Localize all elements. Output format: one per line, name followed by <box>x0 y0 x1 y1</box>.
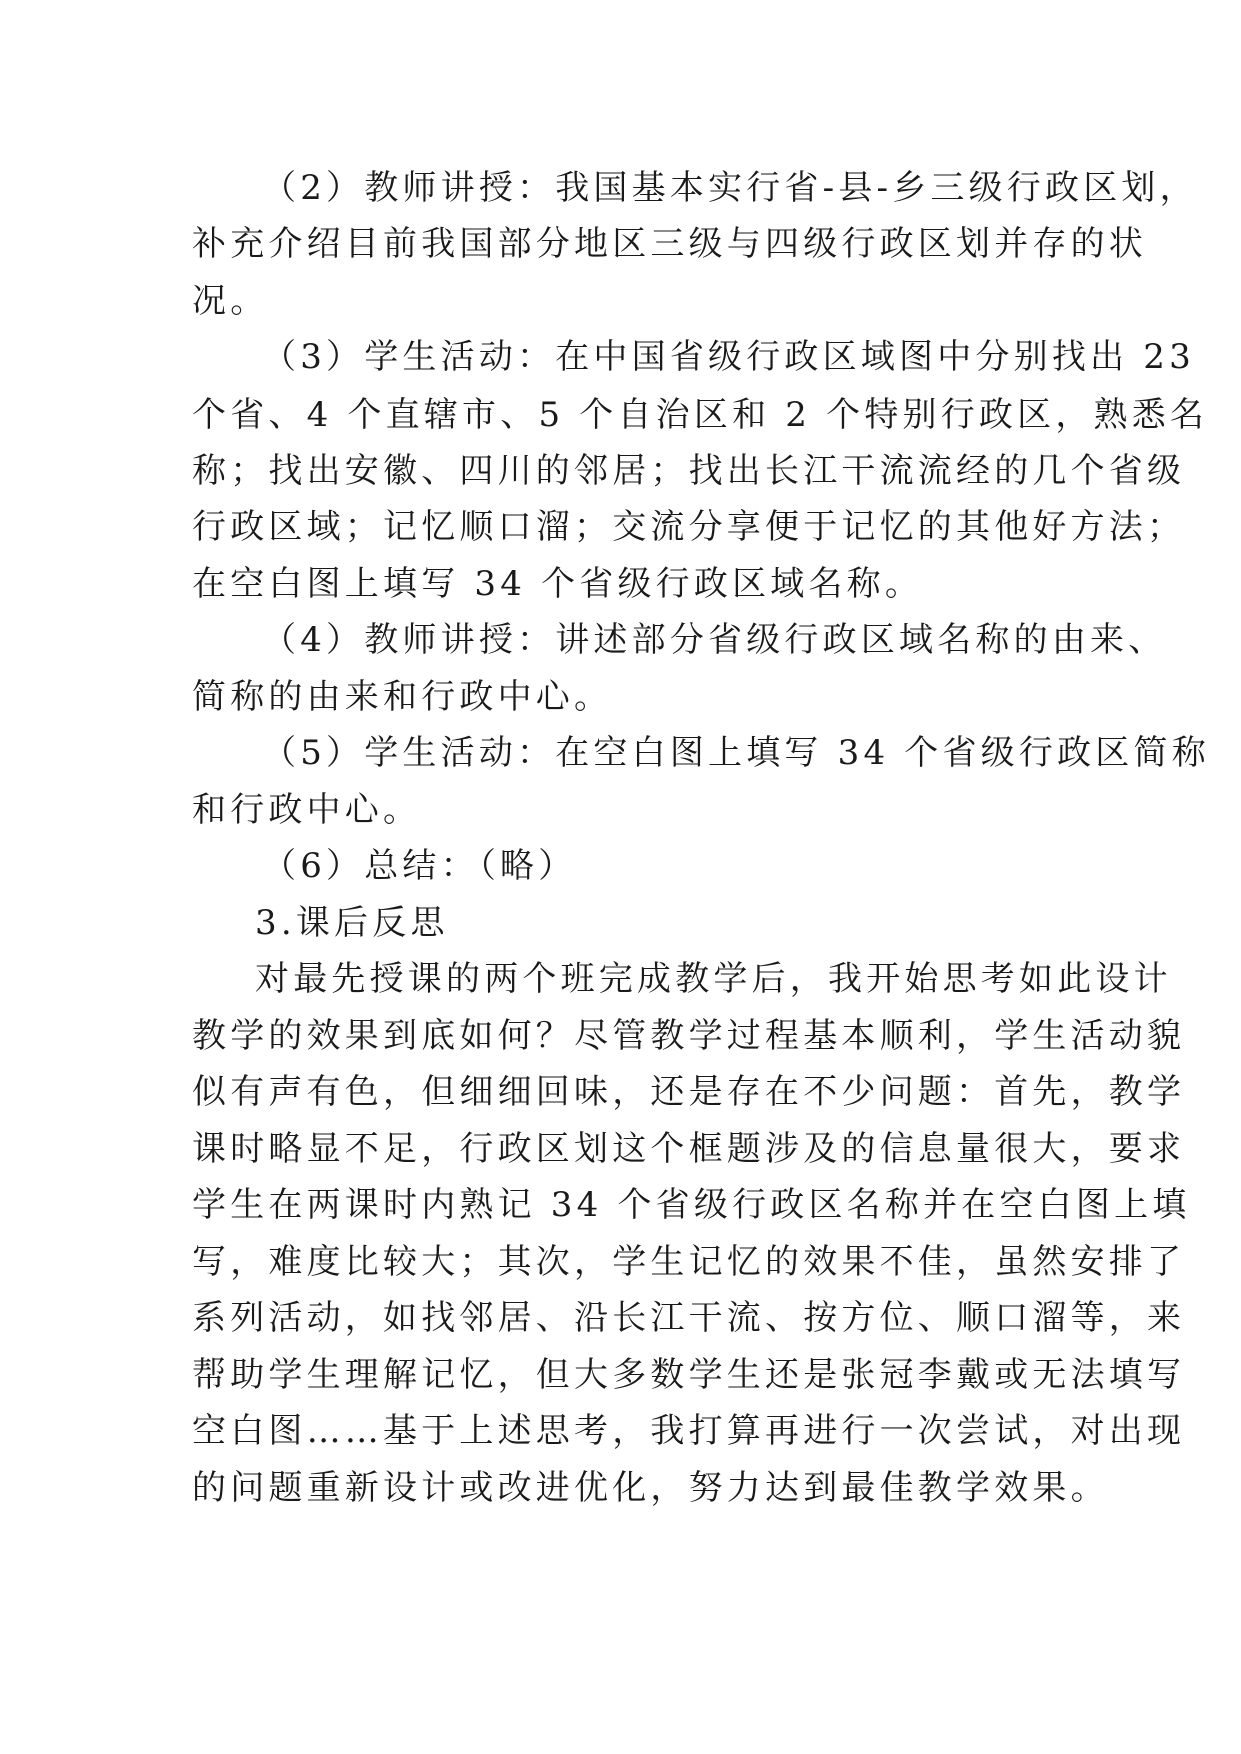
paragraph-5-line-2: 和行政中心。 <box>192 790 422 830</box>
reflection-line-8: 帮助学生理解记忆，但大多数学生还是张冠李戴或无法填写 <box>192 1355 1186 1395</box>
reflection-line-9: 空白图……基于上述思考，我打算再进行一次尝试，对出现 <box>192 1411 1186 1451</box>
reflection-line-5: 学生在两课时内熟记 34 个省级行政区名称并在空白图上填 <box>192 1185 1191 1225</box>
paragraph-3-line-5: 在空白图上填写 34 个省级行政区域名称。 <box>192 564 924 604</box>
paragraph-2-line-2: 补充介绍目前我国部分地区三级与四级行政区划并存的状 <box>192 224 1147 264</box>
paragraph-3-line-1: （3）学生活动：在中国省级行政区域图中分别找出 23 <box>262 337 1195 377</box>
paragraph-5-line-1: （5）学生活动：在空白图上填写 34 个省级行政区简称 <box>262 733 1210 773</box>
reflection-line-2: 教学的效果到底如何？尽管教学过程基本顺利，学生活动貌 <box>192 1016 1186 1056</box>
paragraph-6-line-1: （6）总结：（略） <box>262 846 577 886</box>
paragraph-3-line-2: 个省、4 个直辖市、5 个自治区和 2 个特别行政区，熟悉名 <box>192 395 1209 435</box>
paragraph-4-line-1: （4）教师讲授：讲述部分省级行政区域名称的由来、 <box>262 620 1167 660</box>
reflection-line-10: 的问题重新设计或改进优化，努力达到最佳教学效果。 <box>192 1468 1109 1508</box>
paragraph-4-line-2: 简称的由来和行政中心。 <box>192 677 613 717</box>
reflection-line-4: 课时略显不足，行政区划这个框题涉及的信息量很大，要求 <box>192 1129 1186 1169</box>
reflection-line-7: 系列活动，如找邻居、沿长江干流、按方位、顺口溜等，来 <box>192 1298 1186 1338</box>
paragraph-2-line-1: （2）教师讲授：我国基本实行省-县-乡三级行政区划， <box>262 168 1198 208</box>
paragraph-2-line-3: 况。 <box>192 281 269 321</box>
paragraph-3-line-3: 称；找出安徽、四川的邻居；找出长江干流流经的几个省级 <box>192 451 1186 491</box>
paragraph-3-line-4: 行政区域；记忆顺口溜；交流分享便于记忆的其他好方法； <box>192 507 1186 547</box>
section-heading: 3.课后反思 <box>255 903 449 943</box>
reflection-line-6: 写，难度比较大；其次，学生记忆的效果不佳，虽然安排了 <box>192 1242 1186 1282</box>
reflection-line-3: 似有声有色，但细细回味，还是存在不少问题：首先，教学 <box>192 1072 1186 1112</box>
reflection-line-1: 对最先授课的两个班完成教学后，我开始思考如此设计 <box>255 959 1172 999</box>
